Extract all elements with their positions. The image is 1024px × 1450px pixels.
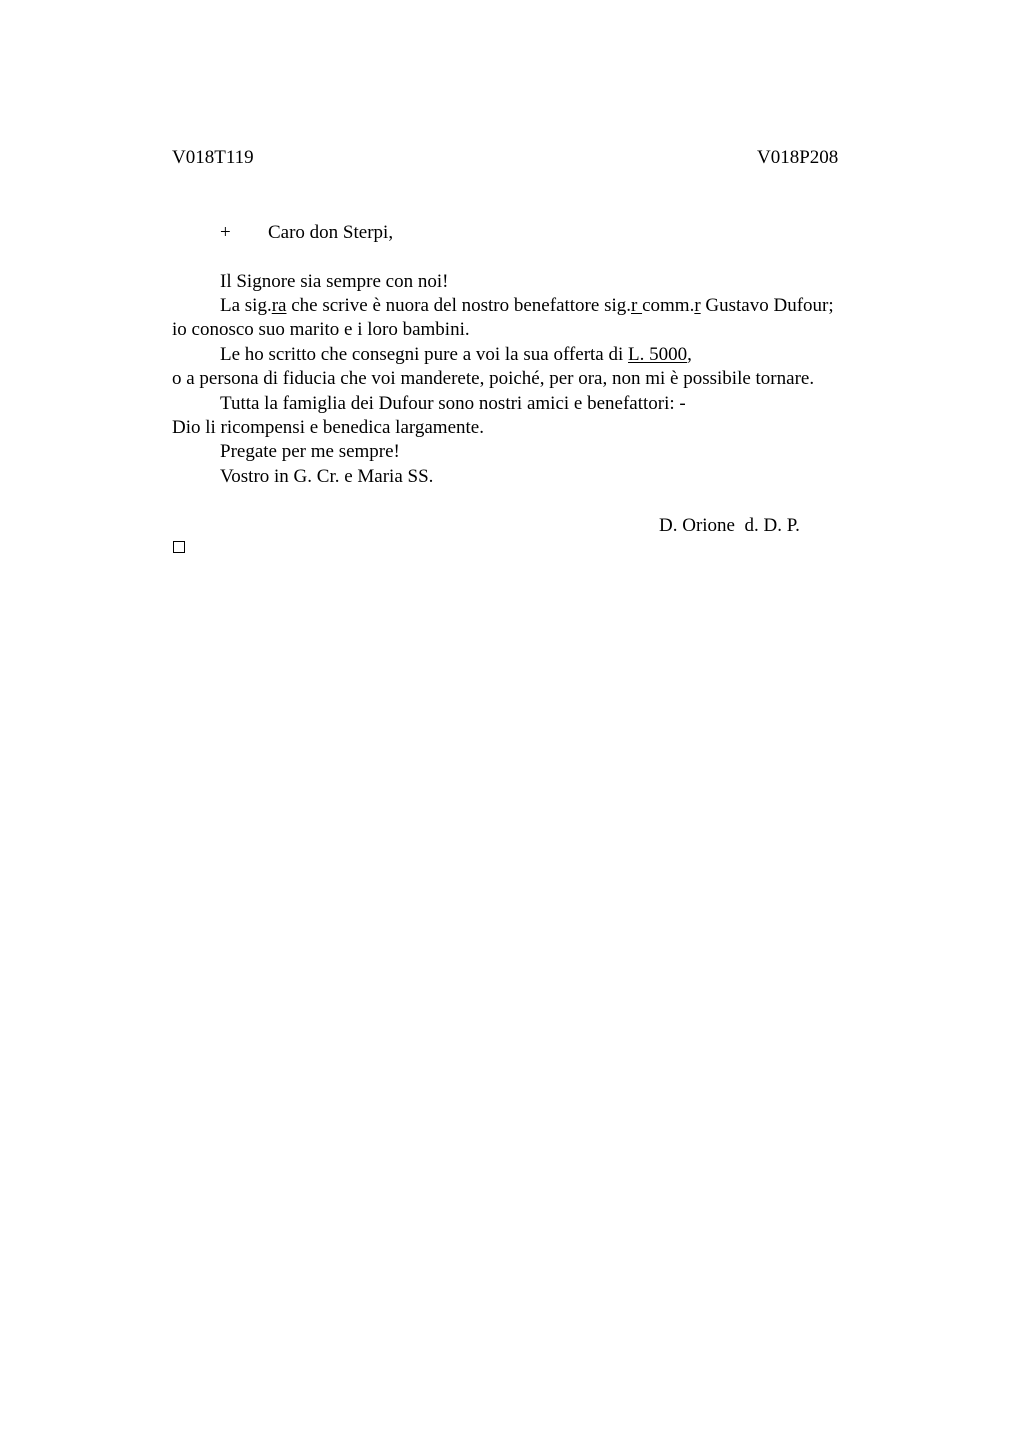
letter-line-5: o a persona di fiducia che voi manderete, poiché, per ora, non mi è possibile tornare. <box>172 368 815 389</box>
letter-line-2: La sig.ra che scrive è nuora del nostro benefattore sig.r comm.r Gustavo Dufour; <box>220 295 834 316</box>
letter-line-4: Le ho scritto che consegni pure a voi la sua offerta di L. 5000, <box>220 344 692 365</box>
doc-code-right: V018P208 <box>757 147 839 168</box>
signature: D. Orione d. D. P. <box>659 515 800 536</box>
letter-line-6: Tutta la famiglia dei Dufour sono nostri amici e benefattori: - <box>220 393 686 414</box>
letter-line-7: Dio li ricompensi e benedica largamente. <box>172 417 484 438</box>
letter-line-1: Il Signore sia sempre con noi! <box>220 271 449 292</box>
doc-code-left: V018T119 <box>172 147 254 168</box>
cross-symbol: + <box>220 222 231 243</box>
checkbox-square-icon <box>173 541 185 553</box>
salutation: Caro don Sterpi, <box>268 222 394 243</box>
letter-line-3: io conosco suo marito e i loro bambini. <box>172 319 470 340</box>
letter-line-8: Pregate per me sempre! <box>220 441 400 462</box>
letter-line-9: Vostro in G. Cr. e Maria SS. <box>220 466 434 487</box>
